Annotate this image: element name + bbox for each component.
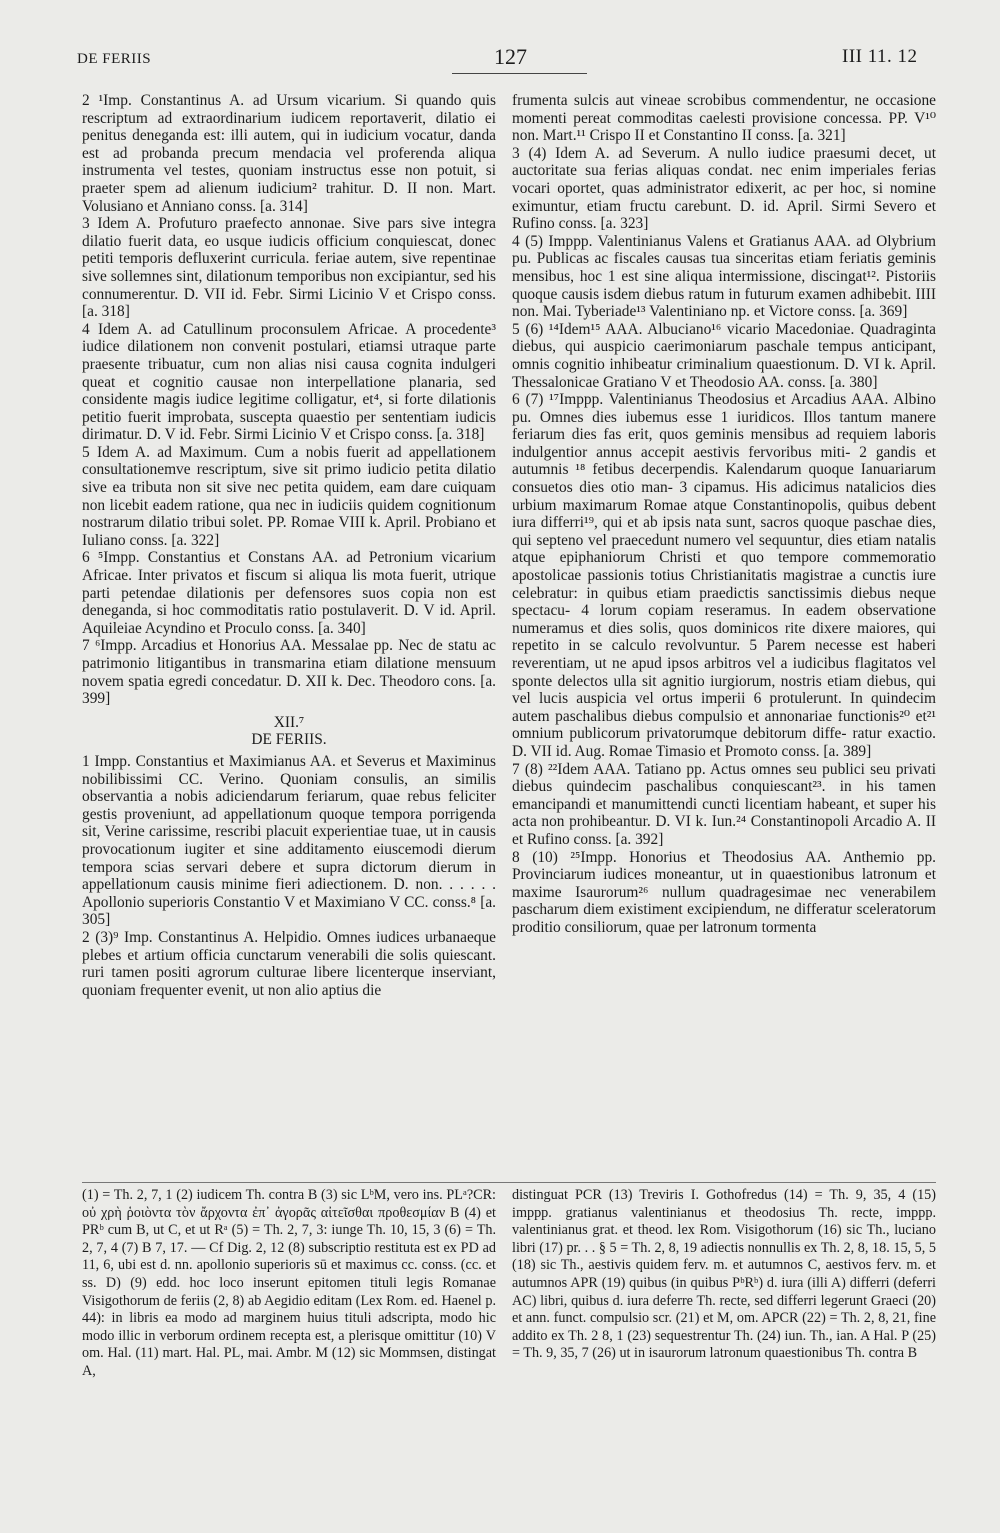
running-header-title: DE FERIIS — [77, 51, 152, 67]
footnotes-left — [82, 1187, 496, 1381]
header-rule — [452, 73, 587, 74]
footnote-rule — [82, 1182, 936, 1183]
page-number: 127 — [494, 44, 527, 69]
footnote-block: distinguat PCR (13) Treviris I. Gothofredus (14) = Th. 9, 35, 4 (15) imppp. gratianus valentinianus et theodosius Th. recte, imppp. valentinianus grat. et theod. lex Rom. Visigothorum (16) sic Th., luciano libri (17) pr. . . § 5 = Th. 2, 8, 19 adiectis nonnullis ex Th. 2, 8, 18. 15, 5, 5 (18) sic Th., aestivis quidem ferv. m. et autumnos C, aestivos ferv. m. et autumnos APR (19) quibus (in quibus PᵇRᵇ) d. iura (illi A) differri (deferri AC) libri, quibus d. iura deferre Th. recte, sed differri legerunt Graeci (20) et ann. funct. compulsio scr. (21) et M, om. APCR (22) = Th. 2, 8, 21, fine addito ex Th. 2 8, 1 (23) sequestrentur Th. (24) iun. Th., ian. A Hal. P (25) = Th. 9, 35, 7 (26) ut in isaurorum latronum quaestionibus Th. contra B — [512, 1187, 936, 1362]
footnotes-right — [512, 1187, 936, 1363]
paragraph: 4 (5) Imppp. Valentinianus Valens et Gratianus AAA. ad Olybrium pu. Publicas ac fiscales causas tua sinceritas etiam feriatis geminis mensibus, hoc 1 est sine aliqua intermissione, discingat¹². Pistoriis quoque causis isdem diebus ratum in futurum examen adhibebit. IIII non. Mai. Tyberiade¹³ Valentiniano np. et Victore conss. [a. 369] — [512, 232, 936, 321]
paragraph: 6 ⁵Impp. Constantius et Constans AA. ad Petronium vicarium Africae. Inter privatos et fiscum si aliqua lis mota fuerit, utrique parti petendae dilationis per defensores suos copia non est deneganda, si hoc commoditatis ratio postulaverit. D. V id. April. Aquileiae Acyndino et Proculo conss. [a. 340] — [82, 549, 496, 637]
paragraph: 7 ⁶Impp. Arcadius et Honorius AA. Messalae pp. Nec de statu ac patrimonio litigantibus in transmarina etiam dilatione mensuum novem spatia egredi concedatur. D. XII k. Dec. Theodoro cons. [a. 399] — [82, 637, 496, 708]
paragraph: 2 (3)⁹ Imp. Constantinus A. Helpidio. Omnes iudices urbanaeque plebes et artium officia cunctarum venerabili die solis quiescant. ruri tamen positi agrorum culturae libere licenterque inserviant, quoniam frequenter evenit, ut non alio aptius die — [82, 928, 496, 999]
paragraph: 4 Idem A. ad Catullinum proconsulem Africae. A procedente³ iudice dilationem non convenit postulari, etiamsi utraque parte praesente tribuatur, cum non alias nisi causa cognita indulgeri queat et cognitio causae non interpellatione planaria, sed considente magis iudice legitime colligatur, et⁴, si forte dilationis petitio fuerit improbata, suscepta quaestio per sententiam iudicis dirimatur. D. V id. Febr. Sirmi Licinio V et Crispo conss. [a. 318] — [82, 320, 496, 444]
section-title: DE FERIIS. — [251, 731, 327, 749]
paragraph: 8 (10) ²⁵Impp. Honorius et Theodosius AA. Anthemio pp. Provinciarum iudices moneantur, ut in quaestionibus latronum et maxime Isaurorum²⁶ nullum quadragesimae nec venerabilem pascharum diem existiment excipiendum, ne differatur sceleratorum proditio consiliorum, quae per latronum tormenta — [512, 848, 936, 936]
paragraph: frumenta sulcis aut vineae scrobibus commendentur, ne occasione momenti pereat commoditas caelesti provisione concessa. PP. V¹⁰ non. Mart.¹¹ Crispo II et Constantino II conss. [a. 321] — [512, 92, 936, 145]
paragraph: 7 (8) ²²Idem AAA. Tatiano pp. Actus omnes seu publici seu privati diebus quindecim paschalibus conquiescant²³. in his tamen emancipandi et manumittendi cuncti licentiam habeant, et super his acta non prohibeantur. D. VI k. Iun.²⁴ Constantinopoli Arcadio A. II et Rufino conss. [a. 392] — [512, 760, 936, 848]
paragraph: 3 Idem A. Profuturo praefecto annonae. Sive pars sive integra dilatio fuerit data, eo usque iudicis officium conquiescat, donec petiti temporis defluxerint curricula. feriae autem, sive repentinae sive sollemnes sint, dilationum temporibus non excipiantur, sed his connumerentur. D. VII id. Febr. Sirmi Licinio V et Crispo conss. [a. 318] — [82, 215, 496, 321]
paragraph: 6 (7) ¹⁷Imppp. Valentinianus Theodosius et Arcadius AAA. Albino pu. Omnes dies iubemus esse 1 iuridicos. Illos tantum manere feriarum dies fas erit, quos geminis mensibus ad requiem laboris indulgentior annus accepit aestivis fervoribus miti- 2 gandis et autumnis ¹⁸ fetibus decerpendis. Kalendarum quoque Ianuariarum consuetos dies otio man- 3 cipamus. His adicimus natalicios dies urbium maximarum Romae atque Constantinopolis, quibus debent iura differri¹⁹, qui et ab ipsis nata sunt, sacros quoque paschae dies, qui septeno vel praecedunt numero vel sequuntur, dies etiam natalis atque epiphaniorum Christi et quo tempore commemoratio apostolicae passionis totius Christianitatis magistrae a cunctis iure celebratur: in quibus etiam praedictis sanctissimis diebus neque spectacu- 4 lorum copiam reseramus. In eadem observatione numeramus et dies solis, quos dominicos rite dixere maiores, qui repetito in se calculo revolvuntur. 5 Parem necesse est haberi reverentiam, ut ne apud ipsos arbitros vel a iudicibus flagitatos vel sponte delectos ulla sit agnitio iurgiorum, nostris etiam diebus, qui vel lucis auspicia vel ortus imperii 6 protulerunt. In quindecim autem paschalibus diebus compulsio et annonariae functionis²⁰ et²¹ omnium publicorum privatorumque debitorum diffe- ratur exactio. D. VII id. Aug. Romae Timasio et Promoto conss. [a. 389] — [512, 391, 936, 760]
paragraph: 3 (4) Idem A. ad Severum. A nullo iudice praesumi decet, ut auctoritate sua ferias aliquas condat. nec enim imperiales ferias vocari oportet, quas administrator edixerit, ac per hoc, si nomine eximuntur, etiam fructu carebunt. D. id. April. Sirmi Severo et Rufino conss. [a. 323] — [512, 144, 936, 233]
section-number: XII.⁷ — [273, 713, 305, 731]
right-text-column — [512, 92, 936, 937]
left-text-column — [82, 92, 496, 999]
paragraph: 1 Impp. Constantius et Maximianus AA. et Severus et Maximinus nobilibissimi CC. Verino. Quoniam consulis, an similis observantia a nobis adiciendarum feriarum, quae rebus feliciter gestis proveniunt, ad appellationum quoque tempora porrigenda sit, Verine carissime, rescribi placuit experientiae tuae, ut in causis provocationum iugiter et sine additamento eiuscemodi dierum tempora scias servari debere et supra dictorum dierum in appellationum causis minime fieri adiectionem. D. non. . . . . . Apollonio superioris Constantio V et Maximiano V CC. conss.⁸ [a. 305] — [82, 752, 496, 929]
running-header-reference: III 11. 12 — [842, 46, 918, 67]
paragraph: 5 Idem A. ad Maximum. Cum a nobis fuerit ad appellationem consultationemve rescriptum, sive sit primo iudicio petita dilatio sive ea tributa non sit sive nec petita quidem, eam dare cuiquam non licebit eadem ratione, qua nec in iudiciis quidem cognitionum nostrarum dilatio tribui solet. PP. Romae VIII k. April. Probiano et Iuliano conss. [a. 322] — [82, 443, 496, 549]
paragraph: 2 ¹Imp. Constantinus A. ad Ursum vicarium. Si quando quis rescriptum ad extraordinarium iudicem reportaverit, dilatio ei penitus deneganda est: illi autem, qui in iudicium vocatur, danda est ad probanda precum mendacia vel proferenda aliqua instrumenta vel testes, quoniam instructus esse non potuit, si praeter spem ad alienum iudicium² trahitur. D. II non. Mart. Volusiano et Anniano conss. [a. 314] — [82, 92, 496, 215]
footnote-block: (1) = Th. 2, 7, 1 (2) iudicem Th. contra B (3) sic LᵇM, vero ins. PLᵃ?CR: οὐ χρὴ ῥοιὸντα τὸν ἄρχοντα ἐπ᾽ ἀγορᾶς αἰτεῖσθαι προθεσμίαν B (4) et PRᵇ cum B, ut C, et ut Rᵃ (5) = Th. 2, 7, 3: iunge Th. 10, 15, 3 (6) = Th. 2, 7, 4 (7) B 7, 17. — Cf Dig. 2, 12 (8) subscriptio restituta est ex PD ad 11, 6, ubi est d. nn. apollonio superioris sū et maximus cc. conss. (cc. et ss. D) (9) edd. hoc loco inserunt epitomen tituli legis Romanae Visigothorum de feriis (2, 8) ab Aegidio editam (Lex Rom. ed. Haenel p. 44): in libris ea modo ad marginem huius tituli adscripta, modo hic modo illic in verborum ordinem recepta est, a plerisque omittitur (10) V om. Hal. (11) mart. Hal. PL, mai. Ambr. M (12) sic Mommsen, distingat A, — [82, 1187, 496, 1379]
paragraph: 5 (6) ¹⁴Idem¹⁵ AAA. Albuciano¹⁶ vicario Macedoniae. Quadraginta diebus, qui auspicio caerimoniarum paschale tempus anticipant, omnis cognitio inhibeatur criminalium quaestionum. D. VI k. April. Thessalonicae Gratiano V et Theodosio AA. conss. [a. 380] — [512, 320, 936, 391]
